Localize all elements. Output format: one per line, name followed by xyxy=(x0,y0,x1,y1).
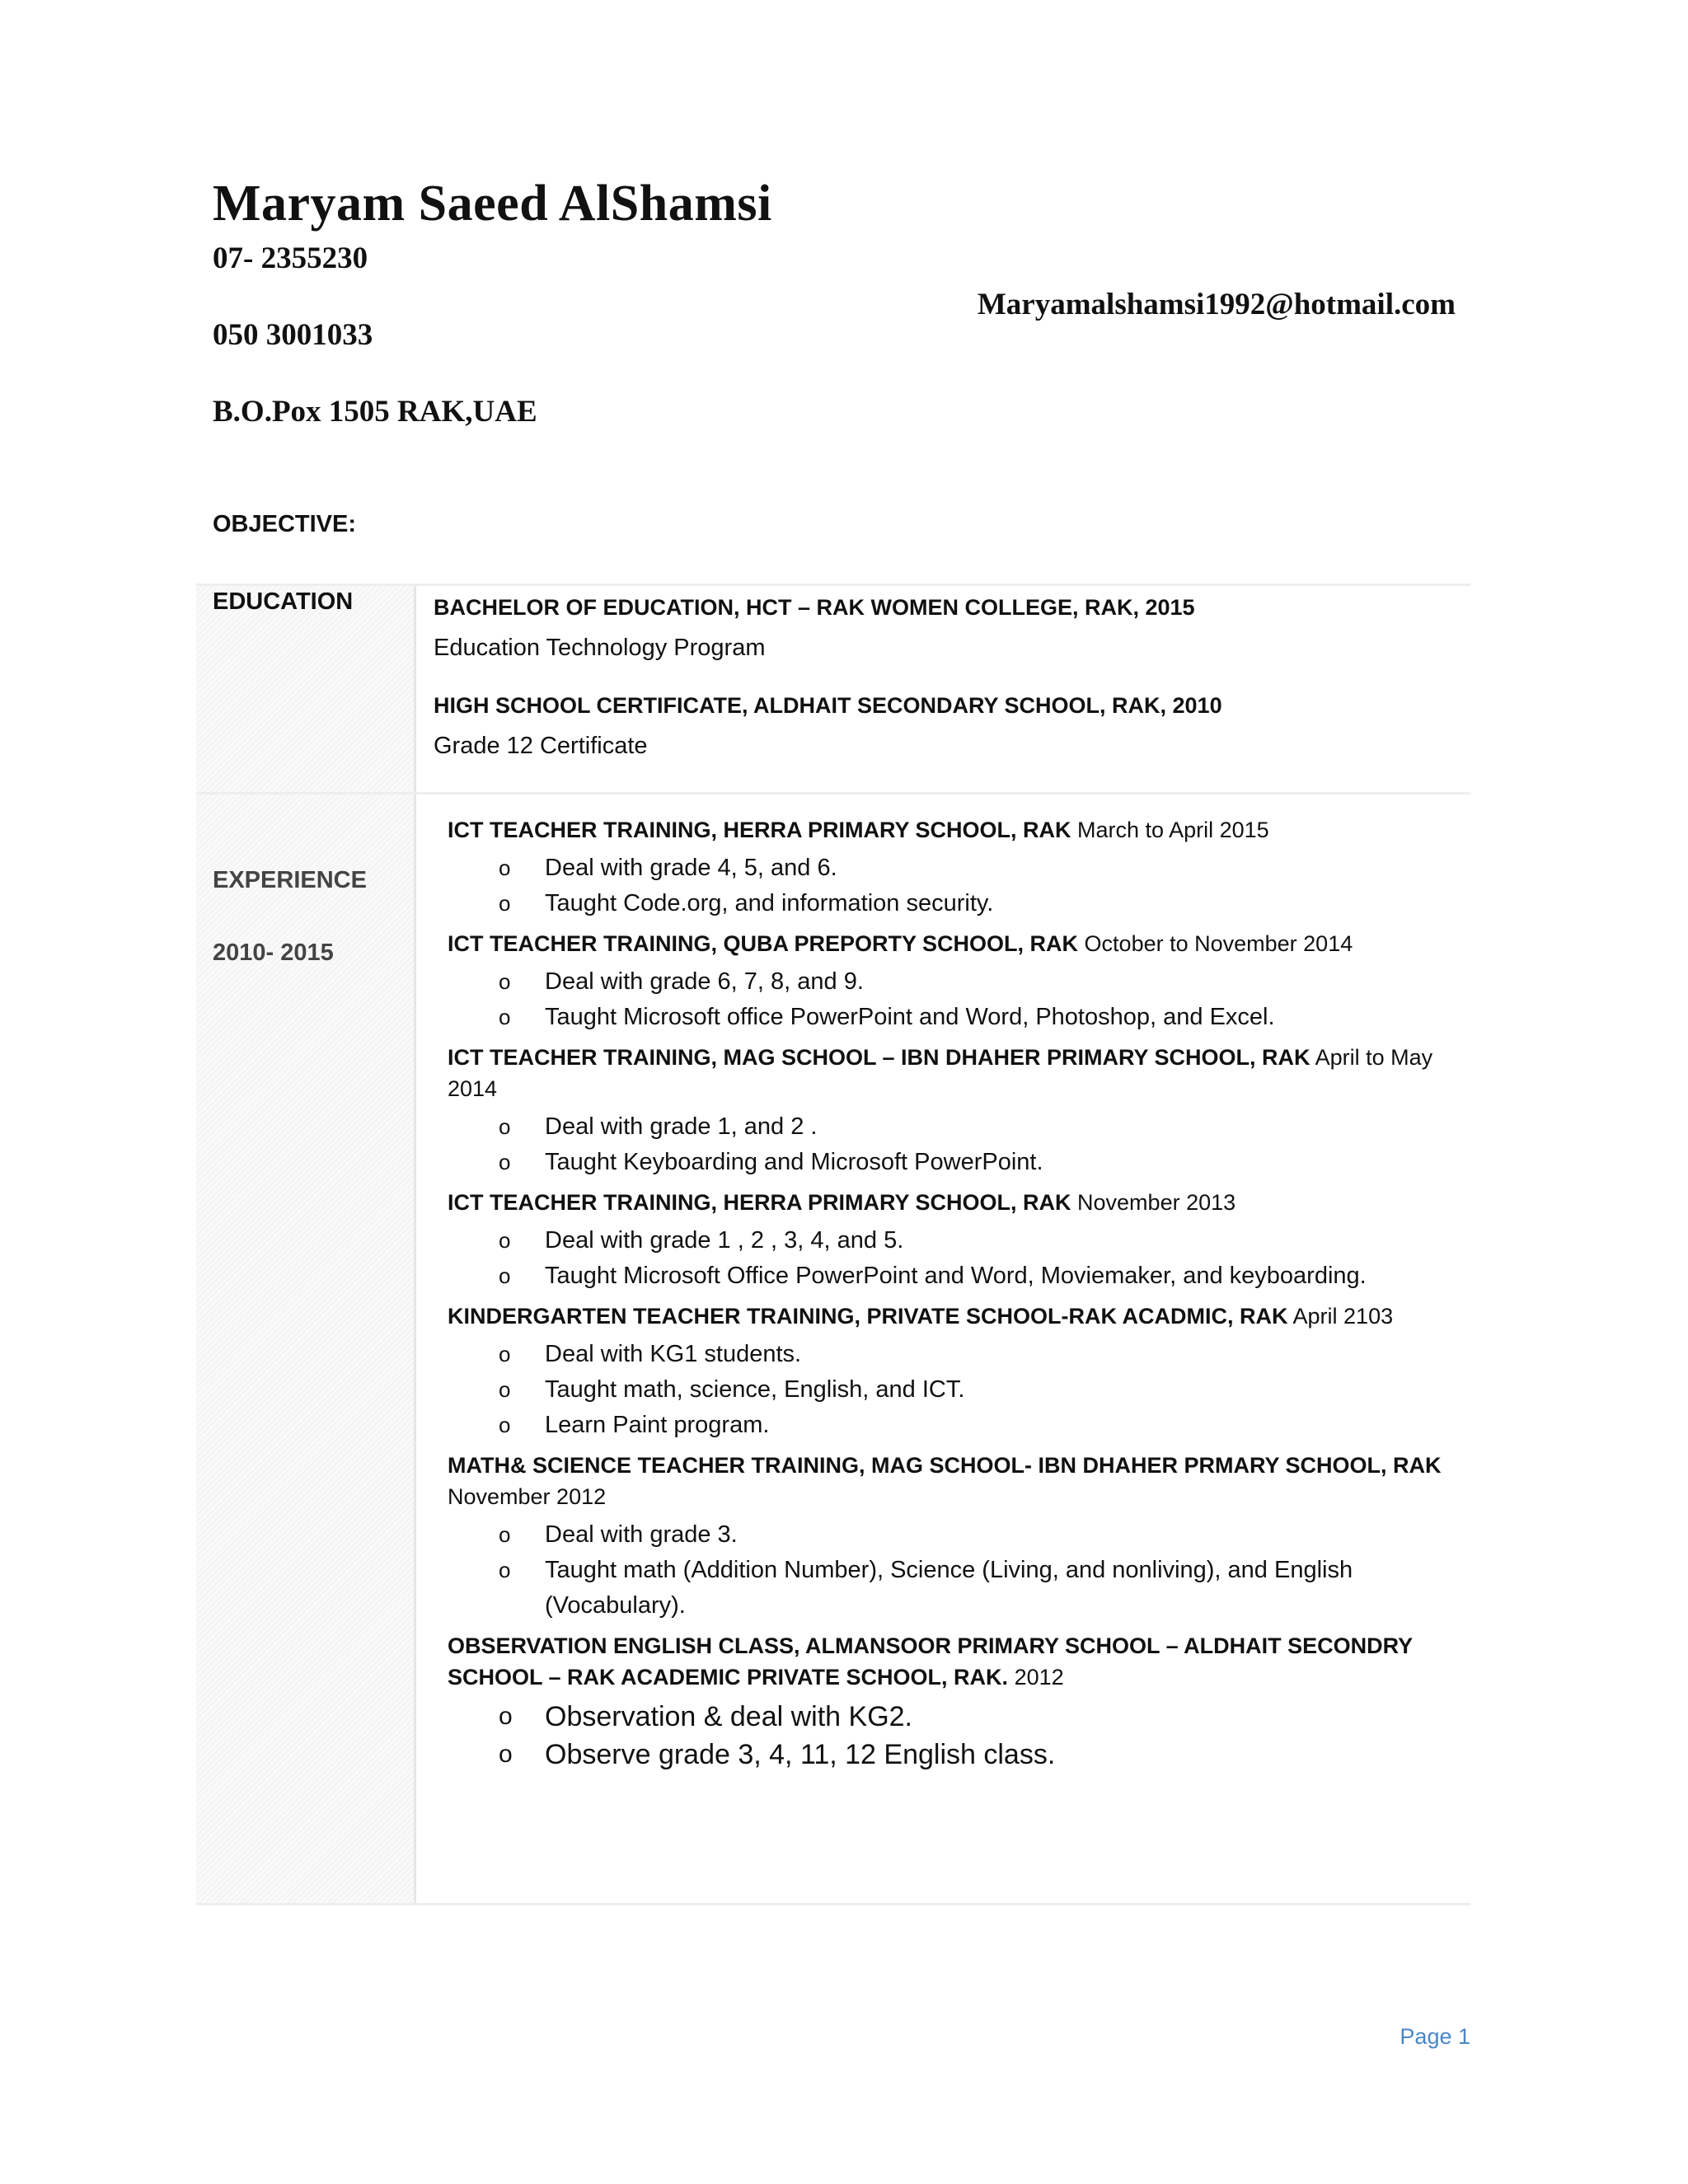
experience-role: OBSERVATION ENGLISH CLASS, ALMANSOOR PRIMARY SCHOOL – ALDHAIT SECONDRY SCHOOL – RAK ACADEMIC PRIVATE SCHOOL, RAK. xyxy=(448,1633,1413,1690)
bullet-circle-icon: o xyxy=(499,1703,513,1730)
experience-role: ICT TEACHER TRAINING, HERRA PRIMARY SCHOOL, RAK xyxy=(448,818,1071,842)
bullet-text: Taught Code.org, and information security. xyxy=(545,890,994,916)
experience-entry xyxy=(448,1042,1457,1180)
list-item xyxy=(448,964,1457,1000)
bullet-circle-icon: o xyxy=(499,1377,511,1402)
list-item xyxy=(448,1223,1457,1258)
list-item xyxy=(448,1698,1457,1736)
experience-bullets xyxy=(448,1109,1457,1180)
experience-role: ICT TEACHER TRAINING, HERRA PRIMARY SCHOOL, RAK xyxy=(448,1190,1071,1215)
list-item xyxy=(448,1408,1457,1443)
page-number: Page 1 xyxy=(1400,2024,1470,2049)
bullet-text: Taught Keyboarding and Microsoft PowerPoint. xyxy=(545,1149,1043,1175)
list-item xyxy=(448,1000,1457,1035)
bullet-text: Deal with KG1 students. xyxy=(545,1341,802,1367)
email-address: Maryamalshamsi1992@hotmail.com xyxy=(977,288,1456,321)
education-entry-detail: Grade 12 Certificate xyxy=(434,733,648,759)
bullet-text: Deal with grade 6, 7, 8, and 9. xyxy=(545,968,864,995)
experience-entry-title xyxy=(448,1630,1457,1693)
experience-bullets xyxy=(448,1698,1457,1774)
experience-bullets xyxy=(448,851,1457,921)
bullet-text: Observation & deal with KG2. xyxy=(545,1701,913,1732)
bullet-text: Taught math (Addition Number), Science (Living, and nonliving), and English (Vocabulary). xyxy=(545,1557,1353,1619)
experience-entry-title xyxy=(448,1301,1457,1332)
experience-dates: October to November 2014 xyxy=(1084,931,1353,956)
bullet-circle-icon: o xyxy=(499,1228,511,1253)
experience-entry xyxy=(448,928,1457,1035)
list-item xyxy=(448,1337,1457,1372)
objective-heading: OBJECTIVE: xyxy=(213,511,357,537)
experience-list xyxy=(448,814,1457,1780)
bullet-circle-icon: o xyxy=(499,1005,511,1029)
bullet-text: Deal with grade 4, 5, and 6. xyxy=(545,855,837,881)
experience-bullets xyxy=(448,1337,1457,1443)
postal-address: B.O.Pox 1505 RAK,UAE xyxy=(213,395,537,429)
list-item xyxy=(448,1553,1457,1624)
experience-entry-title xyxy=(448,1450,1457,1512)
list-item xyxy=(448,1258,1457,1294)
experience-dates: November 2012 xyxy=(448,1484,607,1509)
experience-role: ICT TEACHER TRAINING, QUBA PREPORTY SCHOOL, RAK xyxy=(448,931,1079,956)
bullet-circle-icon: o xyxy=(499,1558,511,1582)
experience-dates: April to May 2014 xyxy=(448,1045,1433,1101)
bullet-text: Taught Microsoft Office PowerPoint and Word, Moviemaker, and keyboarding. xyxy=(545,1263,1367,1289)
experience-role: ICT TEACHER TRAINING, MAG SCHOOL – IBN DHAHER PRIMARY SCHOOL, RAK xyxy=(448,1045,1311,1070)
phone-mobile: 050 3001033 xyxy=(213,318,373,352)
bullet-circle-icon: o xyxy=(499,1413,511,1437)
bullet-text: Taught Microsoft office PowerPoint and Word, Photoshop, and Excel. xyxy=(545,1004,1275,1030)
list-item xyxy=(448,1736,1457,1774)
experience-bullets xyxy=(448,1517,1457,1624)
bullet-circle-icon: o xyxy=(499,969,511,994)
experience-entry-title xyxy=(448,928,1457,959)
bullet-text: Deal with grade 3. xyxy=(545,1521,738,1548)
experience-entry xyxy=(448,1301,1457,1443)
bullet-text: Learn Paint program. xyxy=(545,1412,770,1438)
list-item xyxy=(448,1145,1457,1180)
list-item xyxy=(448,1517,1457,1553)
education-entry-detail: Education Technology Program xyxy=(434,635,766,661)
table-bottom-divider xyxy=(196,1903,1470,1905)
experience-dates: April 2103 xyxy=(1292,1304,1394,1329)
bullet-text: Taught math, science, English, and ICT. xyxy=(545,1376,965,1403)
experience-dates: November 2013 xyxy=(1077,1190,1236,1215)
bullet-text: Observe grade 3, 4, 11, 12 English class. xyxy=(545,1739,1056,1770)
experience-entry xyxy=(448,1450,1457,1624)
education-column-divider xyxy=(414,586,416,792)
experience-bullets xyxy=(448,964,1457,1035)
experience-bullets xyxy=(448,1223,1457,1294)
experience-heading: EXPERIENCE xyxy=(213,867,367,893)
experience-role: KINDERGARTEN TEACHER TRAINING, PRIVATE SCHOOL-RAK ACADMIC, RAK xyxy=(448,1304,1288,1329)
experience-dates: March to April 2015 xyxy=(1077,818,1269,842)
experience-role: MATH& SCIENCE TEACHER TRAINING, MAG SCHOOL- IBN DHAHER PRMARY SCHOOL, RAK xyxy=(448,1453,1442,1478)
bullet-circle-icon: o xyxy=(499,855,511,880)
bullet-circle-icon: o xyxy=(499,1522,511,1547)
bullet-circle-icon: o xyxy=(499,1342,511,1366)
experience-entry xyxy=(448,1630,1457,1774)
experience-entry-title xyxy=(448,1042,1457,1104)
bullet-circle-icon: o xyxy=(499,1114,511,1139)
experience-entry xyxy=(448,814,1457,921)
bullet-circle-icon: o xyxy=(499,891,511,916)
bullet-circle-icon: o xyxy=(499,1741,513,1768)
phone-home: 07- 2355230 xyxy=(213,241,368,275)
bullet-circle-icon: o xyxy=(499,1150,511,1174)
list-item xyxy=(448,1372,1457,1408)
education-label-cell xyxy=(196,586,415,792)
education-heading: EDUCATION xyxy=(213,588,354,615)
bullet-text: Deal with grade 1, and 2 . xyxy=(545,1113,818,1140)
experience-entry-title xyxy=(448,814,1457,846)
candidate-name: Maryam Saeed AlShamsi xyxy=(213,176,772,232)
experience-entry-title xyxy=(448,1187,1457,1218)
education-entry-title: HIGH SCHOOL CERTIFICATE, ALDHAIT SECONDARY SCHOOL, RAK, 2010 xyxy=(434,693,1222,718)
list-item xyxy=(448,886,1457,921)
education-entry-title: BACHELOR OF EDUCATION, HCT – RAK WOMEN COLLEGE, RAK, 2015 xyxy=(434,595,1195,620)
experience-entry xyxy=(448,1187,1457,1294)
list-item xyxy=(448,851,1457,886)
experience-dates: 2012 xyxy=(1014,1665,1064,1690)
experience-years: 2010- 2015 xyxy=(213,940,334,966)
bullet-circle-icon: o xyxy=(499,1263,511,1288)
list-item xyxy=(448,1109,1457,1145)
experience-column-divider xyxy=(414,794,416,1903)
bullet-text: Deal with grade 1 , 2 , 3, 4, and 5. xyxy=(545,1227,904,1254)
